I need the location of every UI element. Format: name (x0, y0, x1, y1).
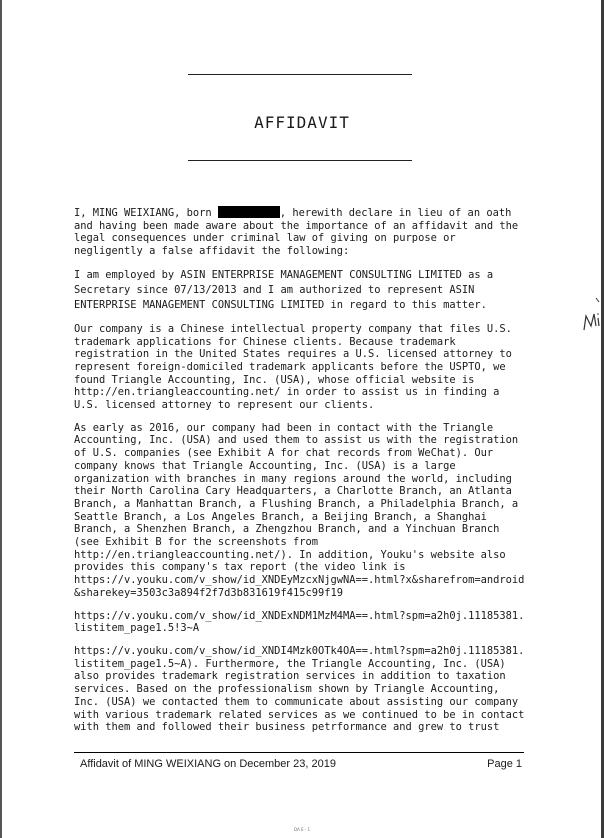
handwritten-initials-mark (582, 296, 602, 338)
footer-rule (74, 752, 524, 753)
footer-page-number: Page 1 (487, 758, 522, 770)
company-paragraph: Our company is a Chinese intellectual property company that files U.S. trademark applications for Chinese clients. Because trademark registration in the United States requires a U.S. licensed attorney to represent foreign-domiciled trademark applicants before the USPTO, we found Triangle Accounting, Inc. (USA), whose official website is http://en.triangleaccounting.net/ in order to assist us in finding a U.S. licensed attorney to represent our clients. (74, 322, 512, 412)
services-paragraph: https://v.youku.com/v_show/id_XNDI4Mzk0OTk4OA==.html?spm=a2h0j.11185381. listitem_page1.5~A). Furthermore, the Triangle Accounting, Inc. (USA) also provides trademark registration services in addition to taxation services. Based on the professionalism shown by Triangle Accounting, Inc. (USA) we contacted them to communicate about assisting our company with various trademark related services as we continued to be in contact with them and followed their business petrformance and grew to trust (74, 644, 525, 734)
footer-affidavit-label: Affidavit of MING WEIXIANG on December 23, 2019 (80, 758, 336, 770)
history-paragraph: As early as 2016, our company had been in contact with the Triangle Accounting, Inc. (USA) and used them to assist us with the registration of U.S. companies (see Exhibit A for chat records from WeChat). Our company knows that Triangle Accounting, Inc. (USA) is a large organization with branches in many regions around the world, including their North Carolina Cary Headquarters, a Charlotte Branch, an Atlanta Branch, a Manhattan Branch, a Flushing Branch, a Philadelphia Branch, a Seattle Branch, a Los Angeles Branch, a Beijing Branch, a Shanghai Branch, a Shenzhen Branch, a Zhengzhou Branch, and a Yinchuan Branch (see Exhibit B for the screenshots from http://en.triangleaccounting.net/). In addition, Youku's website also provides this company's tax report (the video link is https://v.youku.com/v_show/id_XNDEyMzcxNjgwNA==.html?x&sharefrom=android &sharekey=3503c3a894f2f7d3b831619f415c99f19 (74, 421, 525, 599)
document-title: AFFIDAVIT (254, 113, 350, 132)
title-rule-bottom (188, 160, 412, 161)
redaction-block (218, 206, 280, 218)
title-rule-top (188, 74, 412, 75)
link-paragraph: https://v.youku.com/v_show/id_XNDExNDM1MzM4MA==.html?spm=a2h0j.11185381. listitem_page1.5!3~A (74, 609, 525, 635)
employment-paragraph: I am employed by ASIN ENTERPRISE MANAGEMENT CONSULTING LIMITED as a Secretary since 07/13/2013 and I am authorized to represent ASIN ENTERPRISE MANAGEMENT CONSULTING LIMITED in regard to this matter. (74, 268, 494, 311)
bottom-stamp: DA E - 1 (293, 827, 311, 832)
intro-paragraph (74, 206, 534, 258)
document-body (74, 206, 534, 744)
intro-after-redaction: , herewith declare in lieu of an oath and having been made aware about the importance of an affidavit and the legal consequences under criminal law of giving on purpose or negligently a false affidavit the following: (74, 207, 519, 258)
intro-before-redaction: I, MING WEIXIANG, born (74, 207, 218, 219)
